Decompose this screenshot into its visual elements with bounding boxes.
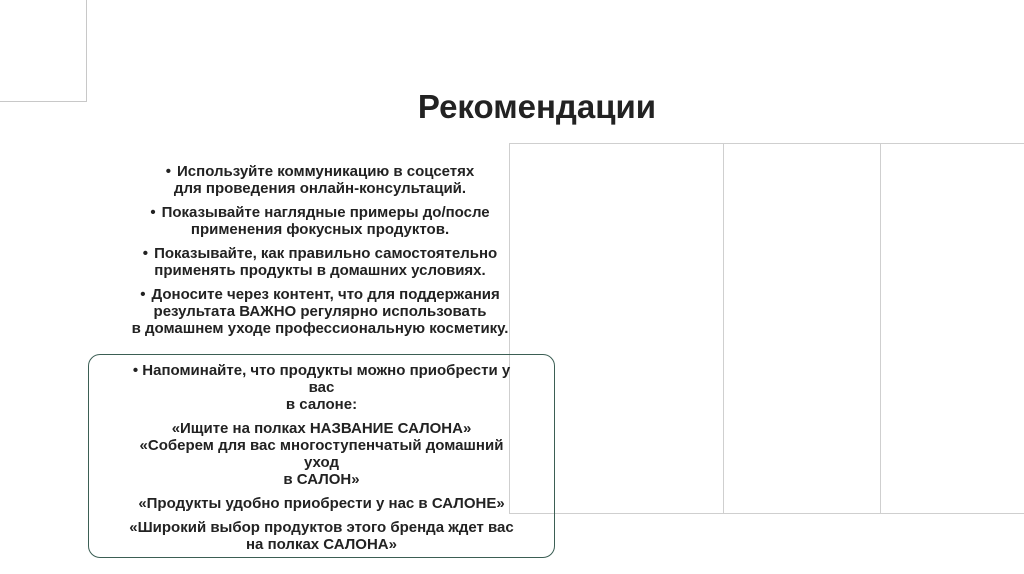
callout-quote: в САЛОН» — [283, 471, 360, 488]
list-item-line: в домашнем уходе профессиональную косметику. — [131, 320, 509, 337]
callout-quote: на полках САЛОНА» — [246, 536, 397, 553]
list-item — [110, 204, 530, 238]
list-item — [110, 245, 530, 279]
list-item — [110, 163, 530, 197]
bullet-dot: • — [165, 163, 172, 180]
callout-quote: «Соберем для вас многоступенчатый домашний — [139, 437, 504, 454]
callout-intro-line: вас — [308, 379, 335, 396]
list-item-line: Доносите через контент, что для поддержания — [151, 286, 500, 303]
placeholder-table-grid — [509, 143, 1024, 514]
callout-intro-line: в салоне: — [285, 396, 358, 413]
callout-quote: «Продукты удобно приобрести у нас в САЛОНЕ» — [138, 495, 505, 512]
list-item — [110, 286, 530, 337]
bullet-dot: • — [142, 245, 149, 262]
list-item-line: применять продукты в домашних условиях. — [154, 262, 486, 279]
list-item-line: для проведения онлайн-консультаций. — [173, 180, 467, 197]
list-item-line: Показывайте наглядные примеры до/после — [161, 204, 490, 221]
slide-frame-corner — [0, 0, 87, 102]
list-item-line: Используйте коммуникацию в соцсетях — [177, 163, 475, 180]
bullet-dot: • — [132, 362, 139, 379]
callout-intro-line: Напоминайте, что продукты можно приобрести у — [142, 362, 511, 379]
list-item-line: результата ВАЖНО регулярно использовать — [153, 303, 487, 320]
bullet-dot: • — [150, 204, 156, 221]
list-item-line: применения фокусных продуктов. — [190, 221, 450, 238]
table-bottom-border — [509, 513, 1024, 514]
recommendations-list — [110, 163, 530, 344]
callout-quote: уход — [304, 454, 339, 471]
table-col-line-2 — [723, 143, 724, 514]
bullet-dot: • — [140, 286, 146, 303]
callout-quote: «Ищите на полках НАЗВАНИЕ САЛОНА» — [171, 420, 472, 437]
callout-quote: «Широкий выбор продуктов этого бренда ждет вас — [129, 519, 514, 536]
table-top-border — [509, 143, 1024, 144]
salon-reminder-callout — [88, 354, 555, 558]
page-title: Рекомендации — [417, 88, 657, 125]
table-col-line-3 — [880, 143, 881, 514]
callout-intro — [89, 362, 554, 379]
list-item-line: Показывайте, как правильно самостоятельно — [154, 245, 498, 262]
